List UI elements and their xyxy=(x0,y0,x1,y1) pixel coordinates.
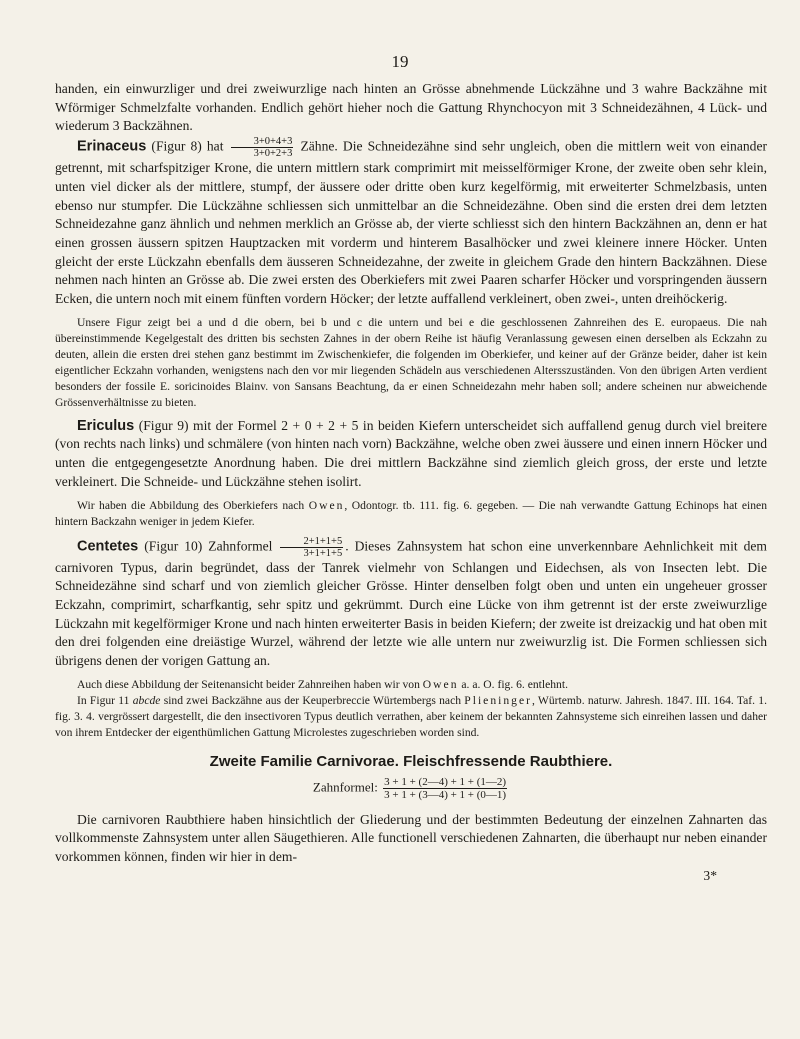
formula-denominator: 3+0+2+3 xyxy=(253,148,293,160)
ericulus-text: (Figur 9) mit der Formel 2 + 0 + 2 + 5 in beiden Kiefern unterscheidet sich auffallend genug durch viel breitere (von rechts nach links) und schmälere (von hinten nach vorn) Backzähne, welche oben zwei äussere und einen innern Höcker und unten die entgegengesetzte Anordnung haben. Die drei mittlern Backzähne sind ziemlich gleich gross, der erste und letzte verkleinert. Die Schneide- und Lückzähne stehen isolirt. xyxy=(55,417,767,489)
formula-numerator: 3+0+4+3 xyxy=(231,136,294,148)
note-centetes-figure xyxy=(55,677,767,693)
centetes-formula xyxy=(280,536,343,559)
erinaceus-lead: (Figur 8) hat xyxy=(151,138,224,154)
note-microlestes xyxy=(55,693,767,741)
paragraph-ericulus xyxy=(55,417,767,492)
page-body xyxy=(55,80,767,885)
author-plieninger: Plieninger xyxy=(464,693,532,707)
note-text: , Würtemb. naturw. Jahresh. 1847. III. 164. Taf. 1. fig. 3. 4. vergrössert dargestellt, die den insectivoren Typus deutlich verrathen, aber keinem der bekannten Zahnsysteme sich einreihen lassen und daher von ihrem Entdecker der eigenthümlichen Gattung Microlestes zugeschrieben worden sind. xyxy=(55,693,767,739)
note-text: Wir haben die Abbildung des Oberkiefers nach xyxy=(77,498,305,512)
formula-fraction xyxy=(383,776,507,801)
signature-mark: 3* xyxy=(703,867,717,883)
paragraph-erinaceus xyxy=(55,136,767,309)
note-text: , Odontogr. tb. 111. fig. 6. gegeben. — Die nah verwandte Gattung Echinops hat einen hintern Backzahn weniger in jedem Kiefer. xyxy=(55,498,768,528)
note-text: a. a. O. fig. 6. entlehnt. xyxy=(461,677,568,691)
author-owen: Owen xyxy=(422,677,459,691)
erinaceus-formula xyxy=(231,136,294,159)
note-text: sind zwei Backzähne aus der Keuperbreccie Würtembergs nach xyxy=(163,693,462,707)
note-ericulus-figure xyxy=(55,498,767,530)
note-text: In Figur 11 xyxy=(77,693,130,707)
paragraph-centetes xyxy=(55,536,767,671)
genus-centetes: Centetes xyxy=(77,538,139,555)
formula-denominator: 3+1+1+5 xyxy=(303,547,343,559)
author-owen: Owen xyxy=(308,498,345,512)
formula-denominator: 3 + 1 + (3—4) + 1 + (0—1) xyxy=(384,788,507,801)
paragraph-intro: handen, ein einwurzliger und drei zweiwurzlige nach hinten an Grösse abnehmende Lückzähne und 3 wahre Backzähne mit Wförmiger Schmelzfalte vorhanden. Endlich gehört hieher noch die Gattung Rhynchocyon mit 3 Schneidezähnen, 4 Lück- und wiederum 3 Backzähnen. xyxy=(55,81,767,134)
paragraph-carnivora: Die carnivoren Raubthiere haben hinsichtlich der Gliederung und der bestimmten Bedeutung der einzelnen Zahnarten das vollkommenste Zahnsystem unter allen Säugethieren. Alle functionell verschiedenen Zahnarten, die überhaupt nur neben einander vorkommen können, finden wir hier in dem- xyxy=(55,811,767,865)
centetes-lead: (Figur 10) Zahnformel xyxy=(144,538,273,554)
carnivora-formula xyxy=(55,776,767,801)
formula-label: Zahnformel: xyxy=(312,779,378,795)
formula-numerator: 3 + 1 + (2—4) + 1 + (1—2) xyxy=(384,775,507,788)
erinaceus-text: Zähne. Die Schneidezähne sind sehr ungleich, oben die mittlern weit von einander getrennt, mit scharfspitziger Krone, die untern mittlern stark comprimirt mit meisselförmiger Krone, der zweite oben sehr klein, unten viel dicker als der mittlere, stumpf, der äussere oder dritte oben kurz kegelförmig, mit erweiterter Schmelzbasis, unten ebenso nur stumpfer. Die Lückzähne schliessen sich unmittelbar an die Schneidezähne. Oben sind die ersten drei dem letzten Schneidezahne ganz ähnlich und nehmen merklich an Grösse ab, der vierte schliesst sich den hintern Backzähnen an, denn er hat einen grossen äussern spitzen Hauptzacken mit vorderm und hinterem Basalhöcker und zwei kleinere innere Höcker. Unten gleicht der erste Lückzahn ebenfalls dem äusseren Schneidezahne, der zweite in gleichem Grade den hintern Backzähnen. Diese nehmen nach hinten an Grösse ab. Die zwei ersten des Oberkiefers mit zwei Paaren scharfer Höcker und vorspringenden äussern Ecken, die untern noch mit einem fünften vordern Höcker; der letzte auffallend verkleinert, oben zwei-, unten dreihöckerig. xyxy=(55,138,768,307)
note-text: Auch diese Abbildung der Seitenansicht beider Zahnreihen haben wir von xyxy=(77,677,420,691)
figure-letters: abcde xyxy=(132,693,161,707)
genus-erinaceus: Erinaceus xyxy=(77,138,147,155)
genus-ericulus: Ericulus xyxy=(77,417,135,434)
family-heading: Zweite Familie Carnivorae. Fleischfressende Raubthiere. xyxy=(209,752,613,770)
page-number: 19 xyxy=(391,52,409,71)
centetes-text: . Dieses Zahnsystem hat schon eine unverkennbare Aehnlichkeit mit dem carnivoren Typus, darin begründet, dass der Tanrek vielmehr von Schlangen und Eidechsen, als von Insecten lebt. Die Schneidezähne sind scharf und von ziemlich gleicher Grösse. Hinter denselben folgt oben und unten ein ungeheuer grosser Eckzahn, comprimirt, scharfkantig, sehr spitz und gekrümmt. Durch eine Lücke von ihm getrennt ist der erste zweiwurzlige Lückzahn mit kegelförmiger Krone und nach hinten erweiterter Basis in beiden Kiefern; der zweite ist dreizackig und hat oben mit den drei folgenden eine dreiästige Wurzel, während der letzte wie alle untern nur zweiwurzlig ist. Die Formen schliessen sich übrigens denen der vorigen Gattung an. xyxy=(55,538,768,669)
note-erinaceus-figure: Unsere Figur zeigt bei a und d die obern, bei b und c die untern und bei e die geschlossenen Zahnreihen des E. europaeus. Die nah übereinstimmende Kegelgestalt des dritten bis sechsten Zahnes in der obern Reihe ist häufig Veranlassung gewesen einen derselben als Eckzahn zu deuten, allein die ersten drei stehen ganz bestimmt im Zwischenkiefer, die folgenden im Oberkiefer, und keiner auf der Gränze beider, daher ist kein eigentlicher Eckzahn vorhanden, wenigstens nach den vor mir liegenden Schädeln aus verschiedenen Altersszuständen. Von den übrigen Arten verdient besonders der fossile E. soricinoides Blainv. von Sansans Beachtung, da er einen Schneidezahn mehr haben soll; andere scheinen nur abweichende Grössenverhältnisse zu bieten. xyxy=(55,315,767,409)
formula-numerator: 2+1+1+5 xyxy=(280,536,343,548)
